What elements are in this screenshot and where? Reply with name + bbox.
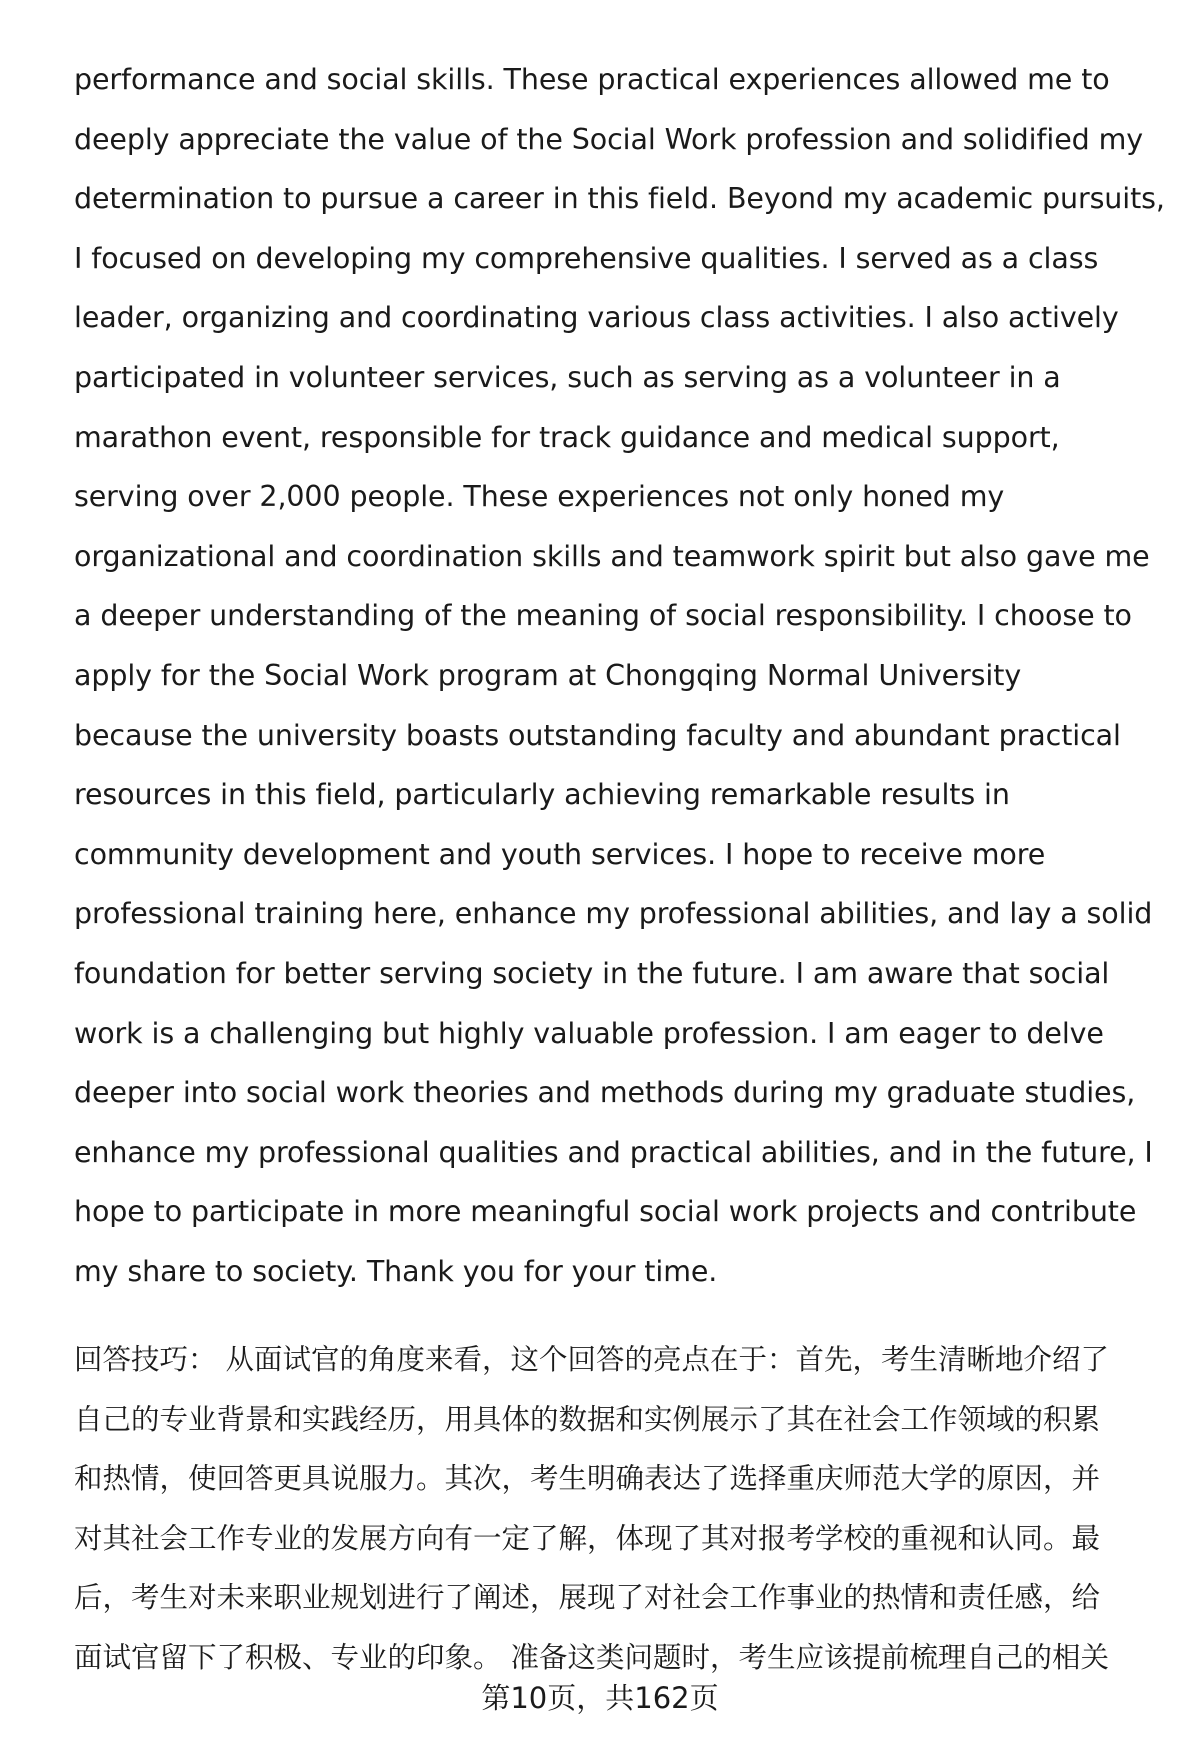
answer-tips-paragraph [74, 1330, 1174, 1688]
text-line: leader, organizing and coordinating various class activities. I also actively [74, 301, 1119, 335]
text-line: organizational and coordination skills and teamwork spirit but also gave me [74, 539, 1150, 573]
text-line: 和热情，使回答更具说服力。其次，考生明确表达了选择重庆师范大学的原因，并 [74, 1462, 1101, 1496]
text-line: I focused on developing my comprehensive qualities. I served as a class [74, 241, 1099, 275]
text-line: a deeper understanding of the meaning of social responsibility. I choose to [74, 599, 1132, 633]
page-number: 第10页，共162页 [481, 1681, 719, 1715]
text-line: 自己的专业背景和实践经历，用具体的数据和实例展示了其在社会工作领域的积累 [74, 1402, 1101, 1436]
text-line: enhance my professional qualities and practical abilities, and in the future, I [74, 1135, 1153, 1169]
text-line: marathon event, responsible for track guidance and medical support, [74, 420, 1060, 454]
text-line: foundation for better serving society in the future. I am aware that social [74, 956, 1110, 990]
text-line: community development and youth services. I hope to receive more [74, 837, 1046, 871]
text-line: performance and social skills. These practical experiences allowed me to [74, 63, 1110, 96]
text-line: hope to participate in more meaningful social work projects and contribute [74, 1195, 1137, 1229]
text-line: deeply appreciate the value of the Social Work profession and solidified my [74, 122, 1144, 156]
text-line: apply for the Social Work program at Chongqing Normal University [74, 658, 1022, 692]
text-line: because the university boasts outstanding faculty and abundant practical [74, 718, 1121, 752]
text-line: participated in volunteer services, such as serving as a volunteer in a [74, 360, 1061, 394]
answer-paragraph [74, 50, 1174, 1301]
text-line: 后，考生对未来职业规划进行了阐述，展现了对社会工作事业的热情和责任感，给 [74, 1581, 1101, 1615]
text-line: determination to pursue a career in this field. Beyond my academic pursuits, [74, 182, 1165, 216]
text-line: professional training here, enhance my professional abilities, and lay a solid [74, 897, 1153, 931]
text-line: 对其社会工作专业的发展方向有一定了解，体现了其对报考学校的重视和认同。最 [74, 1521, 1101, 1555]
text-line: resources in this field, particularly achieving remarkable results in [74, 778, 1010, 812]
text-line: my share to society. Thank you for your time. [74, 1254, 718, 1288]
text-line: 面试官留下了积极、专业的印象。 准备这类问题时，考生应该提前梳理自己的相关 [74, 1640, 1110, 1674]
text-line: deeper into social work theories and methods during my graduate studies, [74, 1076, 1136, 1110]
text-line: serving over 2,000 people. These experiences not only honed my [74, 480, 1005, 514]
text-line: 回答技巧： 从面试官的角度来看，这个回答的亮点在于：首先，考生清晰地介绍了 [74, 1343, 1110, 1376]
text-line: work is a challenging but highly valuable profession. I am eager to delve [74, 1016, 1104, 1050]
